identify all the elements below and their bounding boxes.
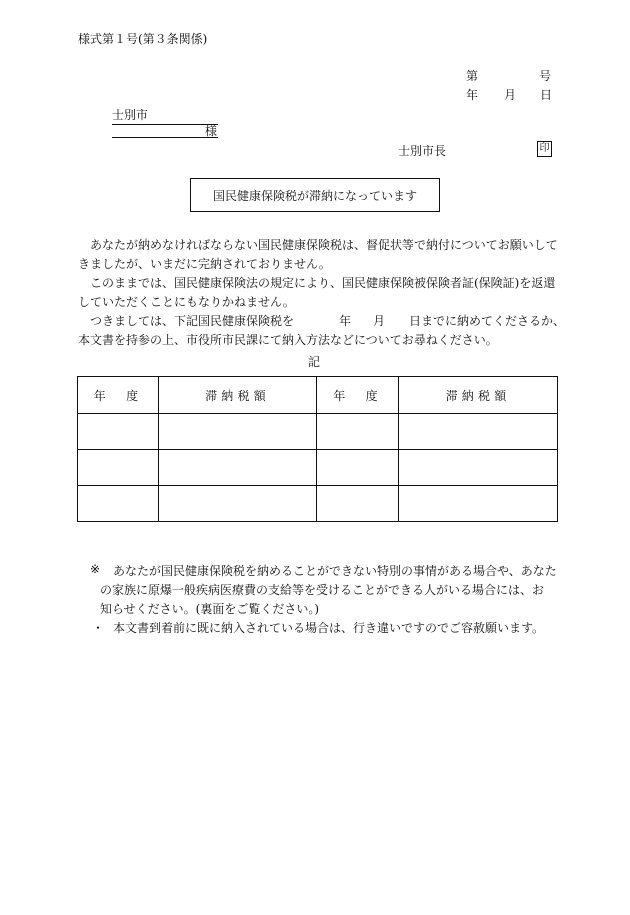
- table-header-row: [78, 377, 558, 414]
- body-line-5-year: 年: [339, 314, 352, 328]
- header-delinquent-amount-2: 滞納税額: [399, 377, 558, 414]
- table-cell: [399, 450, 558, 486]
- note-1-line-2: の家族に原爆一般疾病医療費の支給等を受けることができる人がいる場合には、お: [100, 583, 545, 597]
- table-cell: [317, 486, 399, 522]
- table-cell: [399, 414, 558, 450]
- table-cell: [159, 414, 317, 450]
- body-line-4: していただくことにもなりかねません。: [78, 295, 295, 309]
- date-day-label: 日: [540, 88, 553, 102]
- date-month-label: 月: [504, 88, 517, 102]
- table-row: [78, 486, 558, 522]
- header-delinquent-amount-1: 滞納税額: [159, 377, 317, 414]
- ki-label: 記: [308, 355, 321, 369]
- header-year-1: 年 度: [78, 377, 159, 414]
- table-cell: [317, 414, 399, 450]
- addressee-name-line: [112, 123, 218, 138]
- body-line-5a: つきましては、下記国民健康保険税を: [90, 314, 295, 328]
- sender-mayor: 士別市長: [398, 144, 447, 158]
- header-year-2: 年 度: [317, 377, 399, 414]
- table-cell: [78, 414, 159, 450]
- table-cell: [399, 486, 558, 522]
- note-1-line-3: 知らせください。(裏面をご覧ください。): [100, 602, 320, 616]
- table-cell: [317, 450, 399, 486]
- note-2: 本文書到着前に既に納入されている場合は、行き違いですのでご容赦願います。: [113, 621, 545, 635]
- table-cell: [78, 486, 159, 522]
- body-line-5-month: 月: [373, 314, 386, 328]
- note-1-line-1: あなたが国民健康保険税を納めることができない特別の事情がある場合や、あなた: [113, 564, 557, 578]
- document-number-suffix: 号: [539, 69, 552, 83]
- notice-title-text: 国民健康保険税が滞納になっています: [212, 188, 417, 203]
- body-line-2: きましたが、いまだに完納されておりません。: [78, 257, 331, 271]
- tax-table: [77, 376, 558, 522]
- body-line-5b: 日までに納めてくださるか、: [409, 314, 566, 328]
- body-line-6: 本文書を持参の上、市役所市民課にて納入方法などについてお尋ねください。: [78, 333, 498, 347]
- note-mark-bullet: ・: [92, 621, 105, 635]
- document-number-prefix: 第: [466, 69, 479, 83]
- table-cell: [78, 450, 159, 486]
- body-line-1: あなたが納めなければならない国民健康保険税は、督促状等で納付についてお願いして: [90, 238, 558, 252]
- addressee-city: 士別市: [112, 106, 218, 125]
- notice-title: [190, 178, 440, 212]
- table-row: [78, 414, 558, 450]
- note-mark-asterisk: ※: [90, 562, 101, 576]
- table-row: [78, 450, 558, 486]
- addressee-honorific: 様: [205, 124, 218, 138]
- table-cell: [159, 486, 317, 522]
- table-cell: [159, 450, 317, 486]
- body-line-3: このままでは、国民健康保険法の規定により、国民健康保険被保険者証(保険証)を返還: [90, 276, 556, 290]
- form-label: 様式第１号(第３条関係): [78, 32, 208, 46]
- seal-icon: 印: [537, 141, 552, 157]
- date-year-label: 年: [466, 88, 479, 102]
